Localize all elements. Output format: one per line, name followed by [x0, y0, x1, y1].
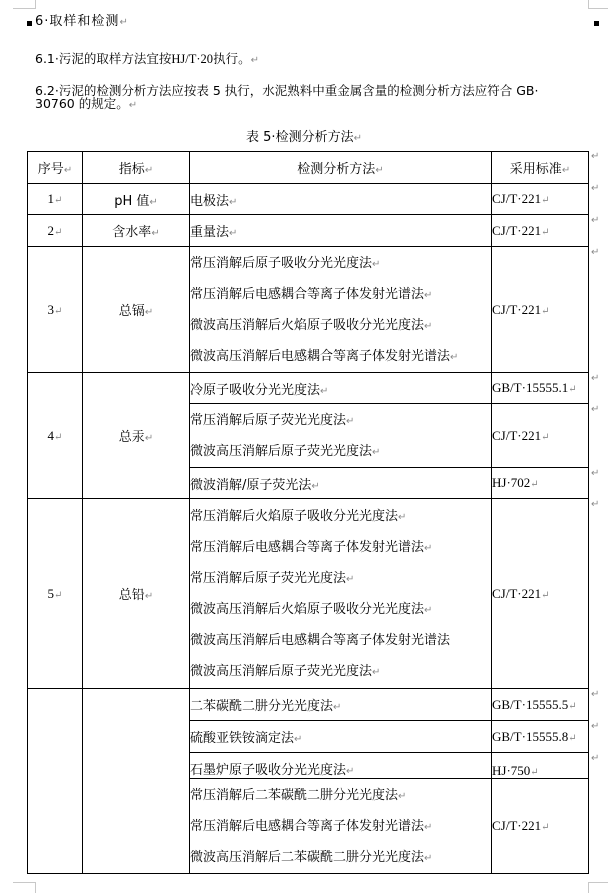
table-header-row — [28, 152, 589, 184]
page-corner-mark — [588, 0, 608, 9]
row-indicator: 含水率↵ — [83, 215, 190, 247]
paragraph-6-2: 6.2·污泥的检测分析方法应按表 5 执行，水泥熟料中重金属含量的检测分析方法应符合 GB· 30760 的规定。↵ — [35, 83, 539, 111]
row-method: 常压消解后二苯碳酰二肼分光光度法↵ 常压消解后电感耦合等离子体发射光谱法↵ 微波高压消解后二苯碳酰二肼分光光度法↵ — [190, 779, 492, 874]
row-no: 3↵ — [28, 247, 83, 373]
row-indicator: 总汞↵ — [83, 373, 190, 499]
row-indicator: pH 值↵ — [83, 184, 190, 215]
caption-text: 表 5·检测分析方法 — [246, 130, 354, 145]
clause-text: 30760 的规定。 — [35, 96, 129, 111]
row-end-mark-icon: ↵ — [591, 183, 600, 194]
heading-title: 取样和检测 — [49, 14, 120, 29]
page-corner-mark — [588, 882, 608, 893]
row-method: 常压消解后原子吸收分光光度法↵ 常压消解后电感耦合等离子体发射光谱法↵ 微波高压消解后火焰原子吸收分光光度法↵ 微波高压消解后电感耦合等离子体发射光谱法↵ — [190, 247, 492, 373]
row-standard: CJ/T·221↵ — [492, 404, 589, 468]
paragraph-mark-icon: ↵ — [250, 55, 259, 66]
clause-text: 污泥的取样方法宜按 — [58, 51, 172, 66]
row-standard: HJ·750↵ — [492, 753, 589, 779]
row-method: 微波消解/原子荧光法↵ — [190, 468, 492, 499]
row-end-mark-icon: ↵ — [591, 373, 600, 384]
row-indicator: 总镉↵ — [83, 247, 190, 373]
table-row — [28, 215, 589, 247]
page-corner-mark — [13, 882, 36, 893]
row-no: 5↵ — [28, 499, 83, 689]
paragraph-mark-icon: ↵ — [353, 133, 362, 144]
clause-number: 6.1 — [35, 51, 55, 66]
row-standard: CJ/T·221↵ — [492, 779, 589, 874]
table-row — [28, 499, 589, 689]
row-standard: CJ/T·221↵ — [492, 499, 589, 689]
table-caption — [0, 126, 608, 145]
row-standard: CJ/T·221↵ — [492, 215, 589, 247]
header-indicator: 指标↵ — [83, 152, 190, 184]
row-method: 硫酸亚铁铵滴定法↵ — [190, 721, 492, 753]
row-method: 冷原子吸收分光光度法↵ — [190, 373, 492, 404]
row-end-mark-icon: ↵ — [591, 247, 600, 258]
row-method: 石墨炉原子吸收分光光度法↵ — [190, 753, 492, 779]
row-end-mark-icon: ↵ — [591, 151, 600, 162]
row-no — [28, 689, 83, 874]
paragraph-6-1: 6.1·污泥的取样方法宜按HJ/T·20执行。↵ — [35, 51, 259, 66]
page-corner-mark — [13, 0, 36, 9]
row-no: 2↵ — [28, 215, 83, 247]
row-standard: CJ/T·221↵ — [492, 247, 589, 373]
row-end-mark-icon: ↵ — [591, 721, 600, 732]
row-indicator: 总铅↵ — [83, 499, 190, 689]
row-no: 4↵ — [28, 373, 83, 499]
row-end-mark-icon: ↵ — [591, 468, 600, 479]
row-method: 电极法↵ — [190, 184, 492, 215]
row-end-mark-icon: ↵ — [591, 689, 600, 700]
section-heading: 6·取样和检测↵ — [35, 14, 129, 29]
clause-number: 6.2 — [35, 83, 55, 98]
table-row — [28, 373, 589, 404]
row-no: 1↵ — [28, 184, 83, 215]
row-method: 二苯碳酰二肼分光光度法↵ — [190, 689, 492, 721]
table-row — [28, 689, 589, 721]
row-standard: GB/T·15555.1↵ — [492, 373, 589, 404]
paragraph-mark-icon: ↵ — [128, 100, 138, 111]
paragraph-mark-icon: ↵ — [119, 17, 129, 28]
table-row — [28, 247, 589, 373]
detection-methods-table — [27, 151, 589, 874]
header-no: 序号↵ — [28, 152, 83, 184]
header-standard: 采用标准↵ — [492, 152, 589, 184]
row-standard: GB/T·15555.5↵ — [492, 689, 589, 721]
standard-ref: HJ/T·20 — [171, 52, 214, 66]
heading-bullet-icon — [27, 21, 32, 26]
row-end-mark-icon: ↵ — [591, 215, 600, 226]
row-end-mark-icon: ↵ — [591, 404, 600, 415]
row-end-mark-icon: ↵ — [591, 499, 600, 510]
row-method: 常压消解后火焰原子吸收分光光度法↵ 常压消解后电感耦合等离子体发射光谱法↵ 常压消解后原子荧光光度法↵ 微波高压消解后火焰原子吸收分光光度法↵ 微波高压消解后电感耦合等离子体发射光谱法 微波高压消解后原子荧光光度法↵ — [190, 499, 492, 689]
heading-number: 6 — [35, 14, 45, 29]
clause-text: 污泥的检测分析方法应按表 5 执行，水泥熟料中重金属含量的检测分析方法应符合 GB· — [58, 83, 539, 98]
table-row — [28, 184, 589, 215]
row-standard: HJ·702↵ — [492, 468, 589, 499]
row-standard: GB/T·15555.8↵ — [492, 721, 589, 753]
heading-bullet-icon — [594, 21, 599, 26]
row-method: 常压消解后原子荧光光度法↵ 微波高压消解后原子荧光光度法↵ — [190, 404, 492, 468]
row-indicator — [83, 689, 190, 874]
clause-text: 执行。 — [213, 51, 251, 66]
row-method: 重量法↵ — [190, 215, 492, 247]
header-method: 检测分析方法↵ — [190, 152, 492, 184]
row-end-mark-icon: ↵ — [591, 753, 600, 764]
row-standard: CJ/T·221↵ — [492, 184, 589, 215]
